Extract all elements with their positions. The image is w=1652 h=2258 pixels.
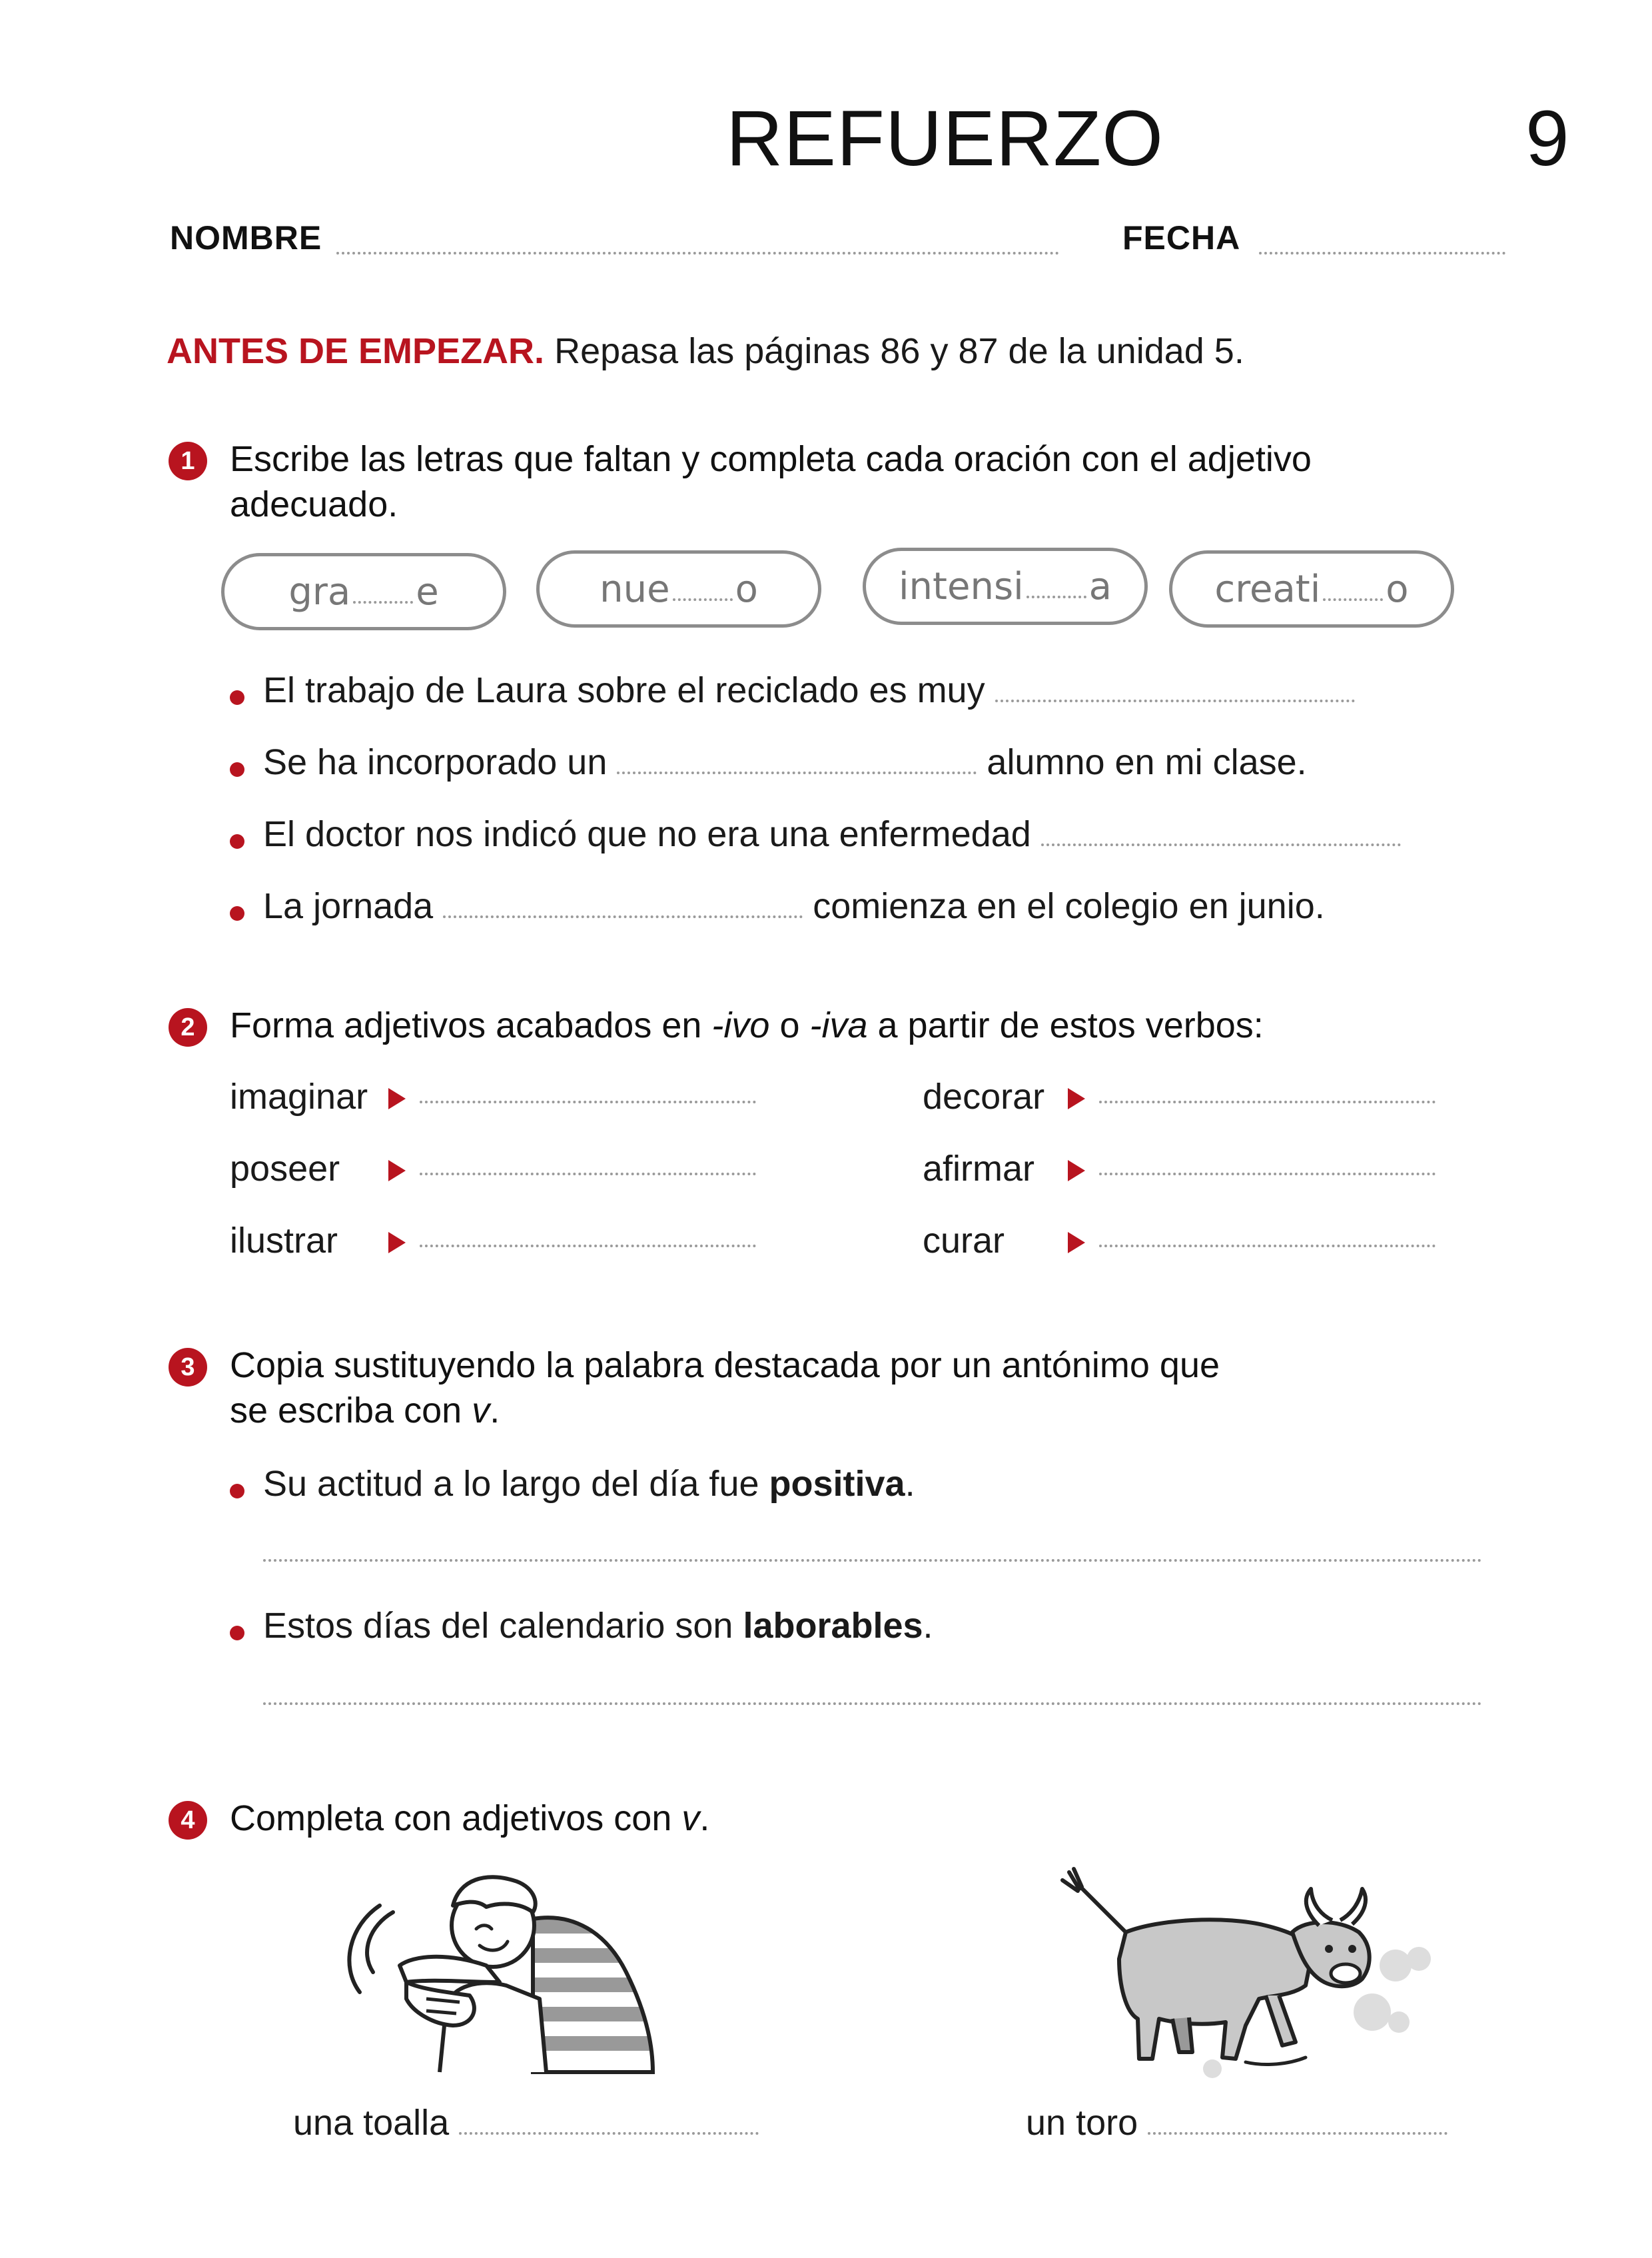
word-pill-3[interactable] — [863, 548, 1148, 625]
sentence-1 — [263, 670, 1355, 711]
word-pill-1[interactable] — [221, 553, 506, 630]
question-3-text-line1: Copia sustituyendo la palabra destacada por un antónimo que — [230, 1345, 1220, 1385]
q3-item-bold: laborables — [743, 1606, 923, 1646]
verb-left-3: ilustrar — [230, 1221, 338, 1261]
answer-blank[interactable] — [420, 1245, 756, 1247]
q4-text-b: . — [699, 1798, 710, 1838]
bull-illustration — [1026, 1859, 1459, 2079]
answer-blank[interactable] — [443, 913, 803, 918]
arrow-right-icon — [1068, 1160, 1085, 1181]
verb-left-2: poseer — [230, 1149, 340, 1189]
word-prefix: gra — [288, 570, 351, 614]
q3-item-after: . — [905, 1464, 915, 1504]
question-2-text — [230, 1003, 1264, 1048]
q4-text-a: Completa con adjetivos con — [230, 1798, 682, 1838]
question-1-text-line1: Escribe las letras que faltan y completa cada oración con el adjetivo — [230, 439, 1312, 479]
question-2-number: 2 — [169, 1008, 207, 1047]
answer-blank[interactable] — [1099, 1101, 1436, 1103]
arrow-right-icon — [388, 1232, 406, 1253]
answer-blank[interactable] — [420, 1101, 756, 1103]
word-pill-2[interactable] — [536, 550, 821, 628]
word-suffix: e — [416, 570, 439, 614]
sentence-3 — [263, 814, 1401, 855]
word-prefix: intensi — [898, 564, 1024, 608]
bullet — [230, 1484, 244, 1498]
sentence-text: La jornada — [263, 886, 434, 926]
caption-bull — [1026, 2102, 1447, 2143]
bullet — [230, 834, 244, 849]
name-field[interactable] — [336, 252, 1059, 255]
intro-lead: ANTES DE EMPEZAR. — [167, 331, 545, 371]
q2-text-b: a partir de estos verbos: — [867, 1005, 1264, 1045]
answer-blank[interactable] — [1099, 1173, 1436, 1175]
name-label: NOMBRE — [170, 219, 322, 257]
boy-with-towel-illustration — [333, 1866, 679, 2079]
intro-text: Repasa las páginas 86 y 87 de la unidad 5. — [554, 331, 1244, 371]
word-suffix: a — [1088, 564, 1112, 608]
bullet — [230, 1626, 244, 1640]
question-3-number: 3 — [169, 1348, 207, 1387]
sentence-text: El doctor nos indicó que no era una enfermedad — [263, 814, 1031, 854]
q3-item-1 — [263, 1463, 915, 1504]
sentence-text: Se ha incorporado un — [263, 742, 608, 782]
word-prefix: nue — [600, 567, 670, 611]
q2-text-ivo: -ivo — [711, 1005, 770, 1045]
sentence-text: El trabajo de Laura sobre el reciclado es muy — [263, 670, 985, 710]
q3-item-2 — [263, 1605, 933, 1646]
word-prefix: creati — [1214, 567, 1321, 611]
bullet — [230, 690, 244, 705]
sentence-2 — [263, 742, 1307, 783]
bullet — [230, 906, 244, 921]
sentence-text-after: comienza en el colegio en junio. — [813, 886, 1325, 926]
question-1-text — [230, 436, 1312, 527]
q2-text-iva: -iva — [809, 1005, 868, 1045]
caption-towel — [293, 2102, 759, 2143]
q2-text-a: Forma adjetivos acabados en — [230, 1005, 712, 1045]
q3-item-bold: positiva — [769, 1464, 905, 1504]
q4-text-v: v — [681, 1798, 700, 1838]
answer-blank[interactable] — [995, 697, 1355, 702]
verb-right-2: afirmar — [923, 1149, 1035, 1189]
answer-blank[interactable] — [1148, 2129, 1447, 2135]
question-3-text-line2 — [230, 1388, 1220, 1433]
page-number: 9 — [1525, 95, 1569, 183]
q3-text-v: v — [472, 1391, 490, 1430]
q2-text-o: o — [769, 1005, 810, 1045]
answer-line[interactable] — [263, 1702, 1482, 1705]
q3-item-after: . — [923, 1606, 933, 1646]
verb-right-1: decorar — [923, 1077, 1045, 1117]
question-1-text-line2: adecuado. — [230, 484, 398, 524]
caption-text: un toro — [1026, 2103, 1138, 2143]
arrow-right-icon — [1068, 1088, 1085, 1109]
bullet — [230, 762, 244, 777]
answer-blank[interactable] — [420, 1173, 756, 1175]
question-4-number: 4 — [169, 1801, 207, 1840]
word-suffix: o — [1386, 567, 1409, 611]
intro-line — [167, 330, 1244, 372]
answer-blank[interactable] — [1041, 841, 1401, 846]
sentence-text-after: alumno en mi clase. — [987, 742, 1307, 782]
answer-blank[interactable] — [617, 769, 977, 774]
answer-blank[interactable] — [459, 2129, 759, 2135]
answer-line[interactable] — [263, 1559, 1482, 1562]
sentence-4 — [263, 885, 1325, 927]
word-suffix: o — [735, 567, 758, 611]
arrow-right-icon — [1068, 1232, 1085, 1253]
word-gap[interactable] — [673, 598, 733, 601]
verb-right-3: curar — [923, 1221, 1005, 1261]
q3-item-text: Estos días del calendario son — [263, 1606, 743, 1646]
answer-blank[interactable] — [1099, 1245, 1436, 1247]
arrow-right-icon — [388, 1088, 406, 1109]
verb-left-1: imaginar — [230, 1077, 368, 1117]
question-1-number: 1 — [169, 442, 207, 480]
page-title: REFUERZO — [726, 95, 1164, 183]
arrow-right-icon — [388, 1160, 406, 1181]
question-3-text — [230, 1343, 1220, 1433]
date-field[interactable] — [1259, 252, 1505, 255]
word-gap[interactable] — [353, 601, 413, 604]
date-label: FECHA — [1122, 219, 1241, 257]
word-pill-4[interactable] — [1169, 550, 1454, 628]
q3-item-text: Su actitud a lo largo del día fue — [263, 1464, 769, 1504]
word-gap[interactable] — [1027, 596, 1086, 598]
word-gap[interactable] — [1323, 598, 1383, 601]
question-4-text — [230, 1796, 709, 1841]
caption-text: una toalla — [293, 2103, 450, 2143]
q3-text-2b: . — [490, 1391, 500, 1430]
q3-text-2a: se escriba con — [230, 1391, 472, 1430]
